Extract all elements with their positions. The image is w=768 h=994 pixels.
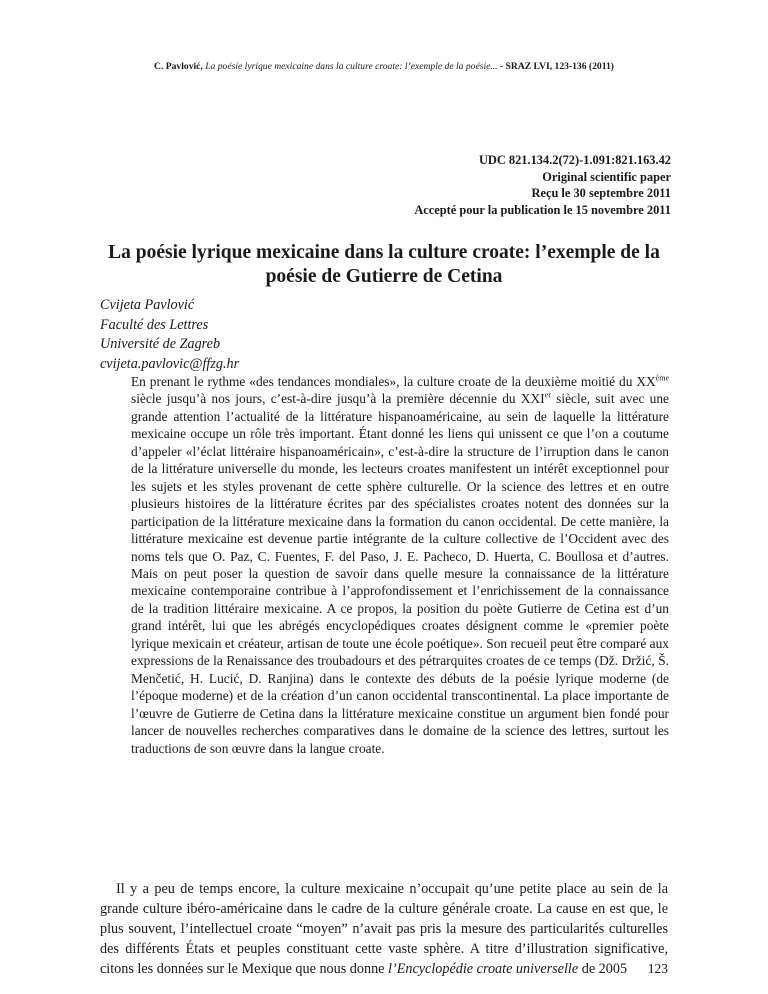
author-block [100,296,239,374]
running-head-title: La poésie lyrique mexicaine dans la culture croate: l’exemple de la poésie... [205,61,498,72]
body-text-2: de 2005 [578,961,628,977]
body-paragraph [100,879,668,979]
author-name: Cvijeta Pavlović [100,297,195,313]
paper-type: Original scientific paper [542,169,671,184]
abstract-sup-1: ème [655,373,669,383]
author-university: Université de Zagreb [100,336,221,352]
abstract [131,373,669,757]
author-email[interactable]: cvijeta.pavlovic@ffzg.hr [100,355,240,372]
abstract-sup-2: er [544,390,551,400]
abstract-text-3: siècle, suit avec une grande attention l’actualité de la littérature hispanoaméricaine, au sein de laquelle la littérature mexicaine occupe un rôle très important. Étant donné les liens qui unissent ce que l’on a coutume d’appeler «l’éclat littéraire hispanoaméricain», c’est-à-dire la structure de l’irruption dans le canon de la littérature universelle du monde, les lecteurs croates manifestent un intérêt exceptionnel pour les sujets et les styles provenant de cette sphère culturelle. Or la science des lettres et en outre plusieurs histoires de la littérature écrites par des spécialistes croates notent des données sur la participation de la littérature mexicaine dans la formation du canon occidental. De cette manière, la littérature mexicaine est devenue partie intégrante de la culture collective de l’Occident avec des noms tels que O. Paz, C. Fuentes, F. del Paso, J. E. Pacheco, D. Huerta, C. Boullosa et d’autres. Mais on peut poser la question de savoir dans quelle mesure la connaissance de la littérature mexicaine contemporaine contribue à l’approfondissement et l’enrichissement de la connaissance de la tradition littéraire mexicaine. A ce propos, la position du poète Gutierre de Cetina est d’un grand intérêt, lui que les abrégés encyclopédiques croates désignent comme le «premier poète lyrique mexicain et créateur, artisan de toute une école poétique». Son recueil peut être comparé aux expressions de la Renaissance des troubadours et des pétrarquites croates de ce temps (Dž. Držić, Š. Menčetić, H. Lucić, D. Ranjina) dans le contexte des débuts de la poésie lyrique moderne (de l’époque moderne) et de la création d’un canon occidental transcontinental. La place importante de l’œuvre de Gutierre de Cetina dans la littérature mexicaine constitue un argument bien fondé pour lancer de nouvelles recherches comparatives dans le domaine de la science des lettres, surtout les traductions de son œuvre dans la langue croate. [131,391,669,756]
body-italic-title: l’Encyclopédie croate universelle [388,961,579,977]
running-head [0,61,768,72]
author-faculty: Faculté des Lettres [100,316,209,333]
udc-code: UDC 821.134.2(72)-1.091:821.163.42 [478,153,671,167]
article-metadata [414,152,671,218]
accepted-date: Accepté pour la publication le 15 novembre 2011 [414,202,671,217]
running-head-journal: - SRAZ LVI, 123-136 (2011) [499,61,614,72]
running-head-author: C. Pavlović, [154,61,203,72]
page-number: 123 [647,961,668,976]
abstract-text-2: siècle jusqu’à nos jours, c’est-à-dire jusqu’à la première décennie du XXI [131,391,545,407]
article-title: La poésie lyrique mexicaine dans la culture croate: l’exemple de la poésie de Gutierre de Cetina [108,242,660,287]
body-text-1: Il y a peu de temps encore, la culture mexicaine n’occupait qu’une petite place au sein de la grande culture ibéro-américaine dans le cadre de la culture générale croate. La cause en est que, le plus souvent, l’intellectuel croate “moyen” n’avait pas pris la mesure des particularités culturelles des différents États et peuples constituant cette vaste sphère. A titre d’illustration significative, citons les données sur le Mexique que nous donne [100,881,668,977]
received-date: Reçu le 30 septembre 2011 [531,186,671,200]
abstract-text-1: En prenant le rythme «des tendances mondiales», la culture croate de la deuxième moitié du XX [131,374,656,389]
